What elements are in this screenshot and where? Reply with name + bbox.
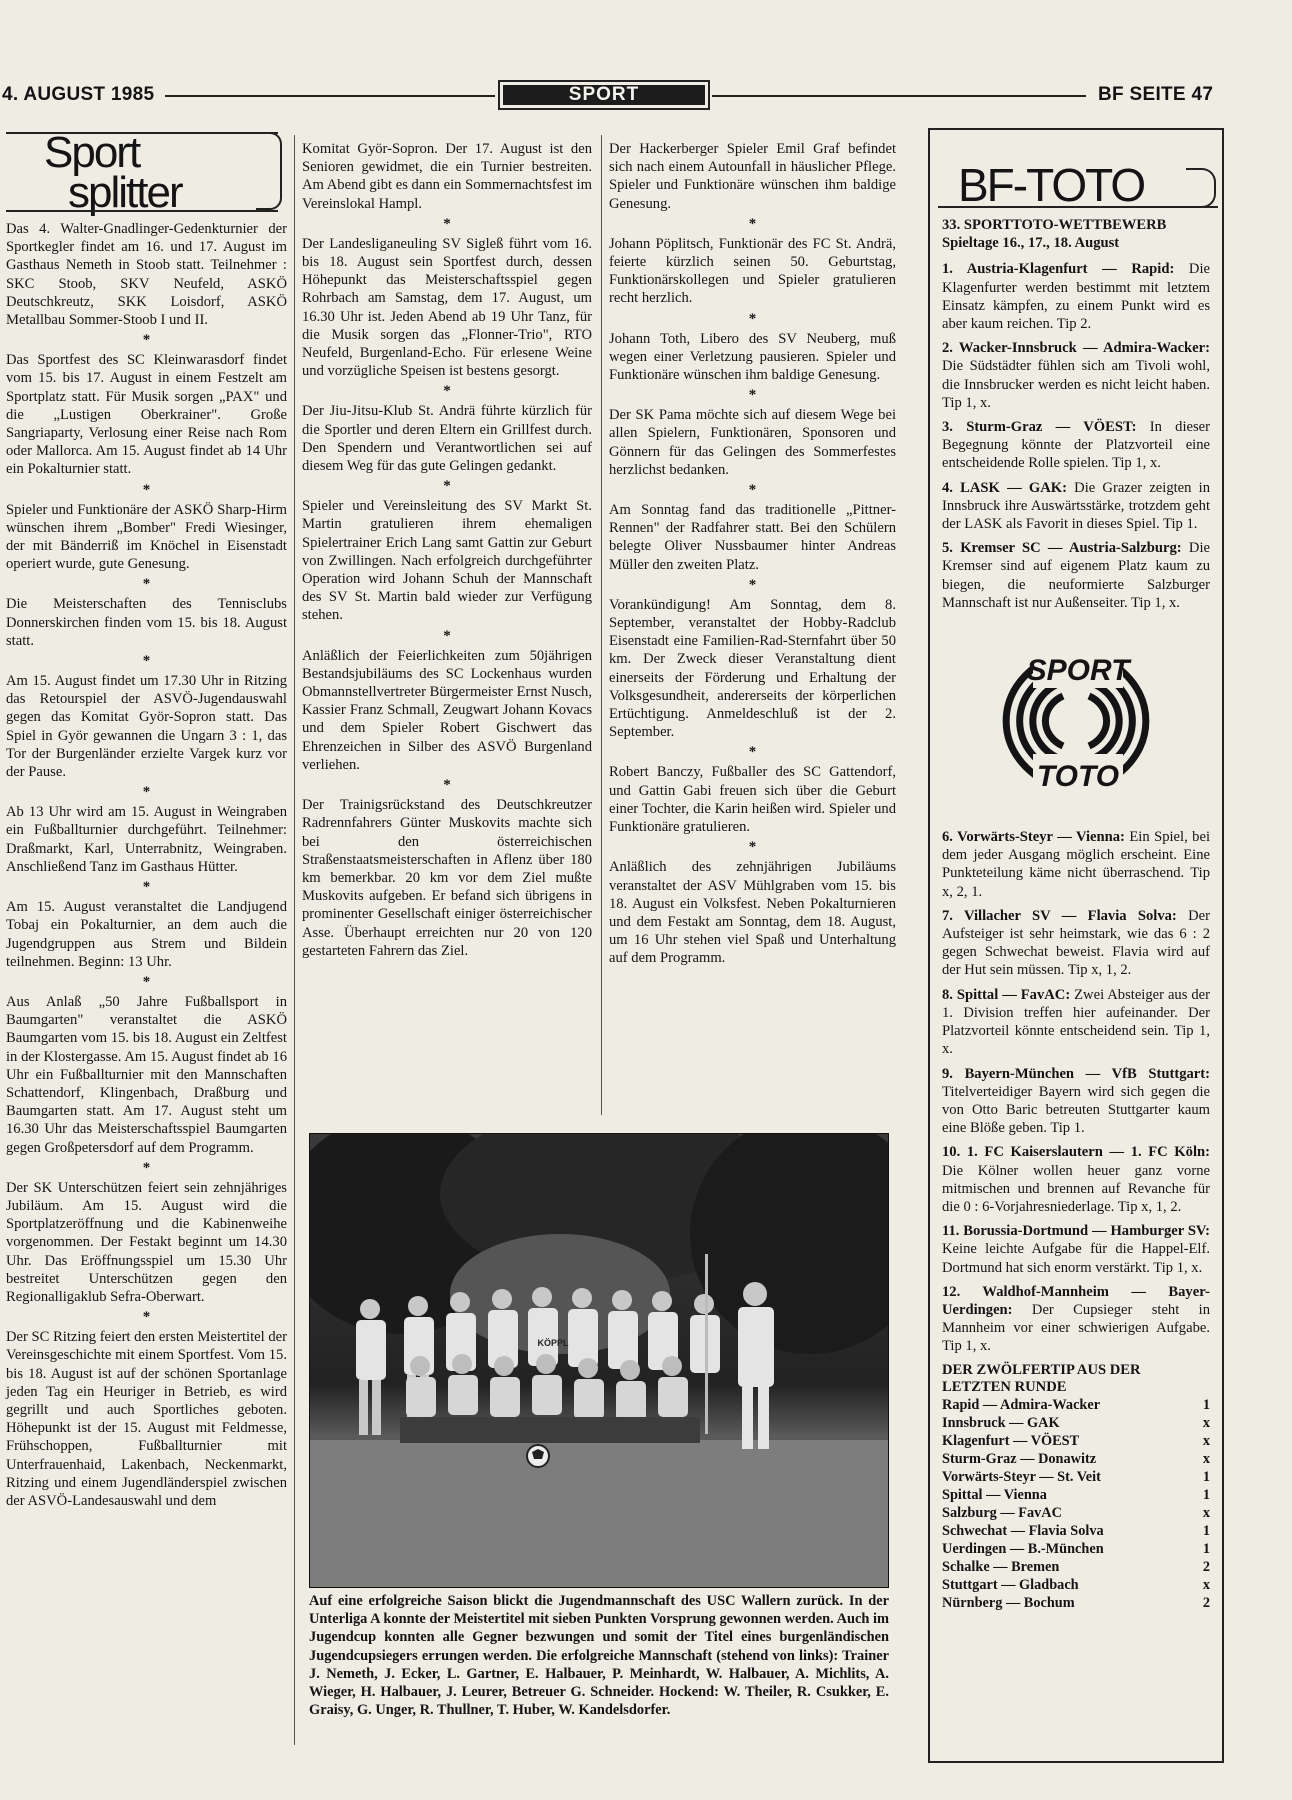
tip-cell: 1 — [1202, 1540, 1210, 1557]
logo-text-toto: TOTO — [1036, 760, 1120, 794]
toto-game-match: 8. Spittal — FavAC: — [942, 986, 1071, 1003]
news-item: Der Jiu-Jitsu-Klub St. Andrä führte kürzlich für die Sportler und deren Eltern ein Grillfest durch. Den Spendern und Verantwortlichen sei auf diesem Weg für das gute Gelingen gedankt. — [302, 403, 592, 475]
match-cell: Sturm-Graz — Donawitz — [942, 1450, 1097, 1467]
news-item: Johann Pöplitsch, Funktionär des FC St. Andrä, feierte kürzlich seinen 50. Geburtstag, Funktionärskollegen und Spieler gratulieren recht herzlich. — [609, 235, 896, 307]
team-photo — [309, 1133, 889, 1588]
sportsplitter-masthead — [6, 128, 287, 217]
separator-star: * — [142, 973, 151, 990]
table-row — [942, 1576, 1210, 1594]
masthead-rule — [6, 210, 278, 212]
masthead-word-splitter: splitter — [68, 168, 182, 217]
header-rule-left — [165, 95, 495, 97]
tip-cell: x — [1202, 1576, 1210, 1593]
toto-game-comment: Ein Spiel, bei dem jeder Ausgang möglich erscheint. Eine Punkteteilung käme nicht überraschend. Tip x, 2, 1. — [942, 829, 1210, 900]
separator-star: * — [142, 1159, 151, 1176]
toto-subtitle: 33. SPORTTOTO-WETTBEWERB Spieltage 16., 17., 18. August — [942, 217, 1167, 252]
news-item: Das 4. Walter-Gnadlinger-Gedenkturnier der Sportkegler findet am 16. und 17. August im Gasthaus Nemeth in Stoob statt. Teilnehmer : SKC Stoob, SKV Neufeld, ASKÖ Deutschkreutz, SKK Loisdorf, ASKÖ Metallbau Sommer-Stoob I und II. — [6, 221, 287, 329]
toto-game — [942, 1065, 1210, 1138]
last-round-title: DER ZWÖLFERTIP AUS DER LETZTEN RUNDE — [942, 1361, 1141, 1395]
toto-game-comment: Die Kölner wollen heuer ganz vorne mitmischen und brennen auf Revanche für die 0 : 6-Vorjahresniederlage. Tip x, 1, 2. — [942, 1162, 1210, 1215]
separator-star: * — [748, 387, 757, 404]
toto-game — [942, 260, 1210, 333]
toto-game — [942, 418, 1210, 473]
separator-star: * — [142, 784, 151, 801]
toto-game-match: 9. Bayern-München — VfB Stuttgart: — [942, 1065, 1210, 1082]
news-item: Vorankündigung! Am Sonntag, dem 8. September, veranstaltet der Hobby-Radclub Eisenstadt eine Familien-Rad-Sternfahrt über 50 km. Der Zweck dieser Veranstaltung dient einerseits der Förderung und Erhaltung der Volksgesundheit, andererseits der körperlichen Ertüchtigung. Anmeldeschluß ist der 2. September. — [609, 596, 896, 741]
table-row — [942, 1486, 1210, 1504]
news-item: Anläßlich der Feierlichkeiten zum 50jährigen Bestandsjubiläums des SC Lockenhaus wurden Obmannstellvertreter Bürgermeister Ernst Nusch, Kassier Franz Schmall, Zeugwart Johann Kovacs und dem Spieler Robert Gischwert das Ehrenzeichen in Silber des ASVÖ Burgenland verliehen. — [302, 647, 592, 773]
separator-star: * — [142, 1309, 151, 1326]
separator-star: * — [142, 576, 151, 593]
separator-star: * — [748, 482, 757, 499]
table-row — [942, 1468, 1210, 1486]
tip-cell: 1 — [1202, 1486, 1210, 1503]
toto-game-match: 2. Wacker-Innsbruck — Admira-Wacker: — [942, 340, 1210, 357]
match-cell: Innsbruck — GAK — [942, 1414, 1060, 1431]
news-item: Am 15. August veranstaltet die Landjugend Tobaj ein Pokalturnier, an dem auch die Jugendgruppen aus Strem und Bildein teilnehmen. Beginn: 13 Uhr. — [6, 899, 287, 970]
sporttoto-logo-icon — [971, 636, 1181, 806]
toto-game — [942, 986, 1210, 1059]
toto-game-match: 5. Kremser SC — Austria-Salzburg: — [942, 540, 1182, 557]
toto-game-comment: Die Südstädter fühlen sich am Tivoli wohl, die Innsbrucker werden es nicht leicht haben. Tip 1, x. — [942, 358, 1210, 411]
logo-text-sport: SPORT — [1026, 654, 1130, 688]
column-sportsplitter — [6, 128, 287, 1513]
toto-games-bottom — [942, 828, 1210, 1355]
toto-game — [942, 1283, 1210, 1356]
tip-cell: 2 — [1202, 1558, 1210, 1575]
toto-game-match: 4. LASK — GAK: — [942, 479, 1067, 496]
separator-star: * — [443, 627, 451, 644]
toto-game-comment: Die Klagenfurter werden bestimmt mit letztem Einsatz kämpfen, zu einem Punkt wird es aber kaum reichen. Tip 2. — [942, 261, 1210, 333]
separator-star: * — [748, 310, 757, 327]
match-cell: Nürnberg — Bochum — [942, 1594, 1075, 1611]
tip-cell: 2 — [1202, 1594, 1210, 1611]
news-item: Der Landesliganeuling SV Sigleß führt vom 16. bis 18. August sein Sportfest durch, dessen Höhepunkt das Meisterschaftsspiel gegen Rohrbach am Samstag, dem 17. August, um 16.30 Uhr ist. Jeden Abend ab 19 Uhr Tanz, für die Musik sorgen das „Flonner-Trio", RTO Neufeld, Burgenland-Echo. Für erlesene Weine und vorzügliche Speisen ist bestens gesorgt. — [302, 235, 592, 380]
toto-game-match: 7. Villacher SV — Flavia Solva: — [942, 907, 1177, 924]
tip-cell: 1 — [1202, 1468, 1210, 1485]
tip-cell: x — [1202, 1504, 1210, 1521]
news-item: Spieler und Funktionäre der ASKÖ Sharp-Hirm wünschen ihrem „Bomber" Fredi Wiesinger, der mit Bänderriß im Knöchel in Eisenstadt operiert wurde, gute Genesung. — [6, 501, 287, 573]
toto-game-match: 12. Waldhof-Mannheim — Bayer-Uerdingen: — [942, 1283, 1210, 1318]
news-item: Johann Toth, Libero des SV Neuberg, muß wegen einer Verletzung pausieren. Spieler und Funktionäre wünschen ihm baldige Genesung. — [609, 330, 896, 384]
match-cell: Salzburg — FavAC — [942, 1504, 1062, 1521]
toto-game — [942, 1222, 1210, 1277]
table-row — [942, 1558, 1210, 1576]
table-row — [942, 1432, 1210, 1450]
toto-game — [942, 1143, 1210, 1216]
news-item: Robert Banczy, Fußballer des SC Gattendorf, und Gattin Gabi freuen sich über die Geburt einer Tochter, die Karin heißen wird. Spieler und Funktionäre gratulieren. — [609, 764, 896, 836]
header-rule-right — [712, 95, 1086, 97]
match-cell: Uerdingen — B.-München — [942, 1540, 1104, 1557]
tip-cell: x — [1202, 1432, 1210, 1449]
toto-game-match: 11. Borussia-Dortmund — Hamburger SV: — [942, 1223, 1210, 1240]
news-item: Der SC Ritzing feiert den ersten Meistertitel der Vereinsgeschichte mit einem Sportfest. Vom 15. bis 18. August ist auf der schönen Sportanlage jeden Tag ein Heuriger in Betrieb, es wird gegrillt und auch Sportliches geboten. Höhepunkt ist der 15. August mit Feldmesse, Frühschoppen, Fußballturnier mit Unterfrauenhaid, Lakenbach, Neckenmarkt, Ritzing und einem Jugendländerspiel zwischen der ASVÖ-Landesauswahl und dem — [6, 1329, 287, 1509]
toto-game — [942, 907, 1210, 980]
table-row — [942, 1540, 1210, 1558]
toto-game — [942, 339, 1210, 412]
toto-game-match: 1. Austria-Klagenfurt — Rapid: — [942, 261, 1175, 278]
news-item: Der Trainigsrückstand des Deutschkreutzer Radrennfahrers Günter Muskovits machte sich bei den österreichischen Straßenstaatsmeisterschaften in Aflenz über 180 km bemerkbar. 20 km vor dem Ziel mußte Muskovits aufgeben. Er befand sich übrigens in prominenter Gesellschaft einiger österreichischer Asse. Überhaupt erreichten nur 20 von 120 gestarteten Fahrern das Ziel. — [302, 797, 592, 959]
news-item: Die Meisterschaften des Tennisclubs Donnerskirchen finden vom 15. bis 18. August statt. — [6, 596, 287, 649]
toto-game — [942, 539, 1210, 612]
toto-game-match: 10. 1. FC Kaiserslautern — 1. FC Köln: — [942, 1144, 1210, 1161]
table-row — [942, 1594, 1210, 1612]
news-item: Ab 13 Uhr wird am 15. August in Weingraben ein Fußballturnier durchgeführt. Teilnehmer: Draßmarkt, Karl, Unterrabnitz, Weingraben. Anschließend Tanz im Gasthaus Hütter. — [6, 804, 287, 875]
match-cell: Schalke — Bremen — [942, 1558, 1060, 1575]
toto-game-comment: Der Aufsteiger ist sehr heimstark, wie das 6 : 2 gegen Schwechat beweist. Flavia wird auf der Hut sein müssen. Tip x, 1, 2. — [942, 907, 1210, 979]
tip-cell: 1 — [1202, 1396, 1210, 1413]
toto-game-comment: Zwei Absteiger aus der 1. Division treffen hier aufeinander. Der Platzvorteil könnte entscheidend sein. Tip 1, x. — [942, 986, 1210, 1058]
toto-title: BF-TOTO — [958, 159, 1145, 211]
masthead-bracket — [256, 132, 282, 210]
table-row — [942, 1450, 1210, 1468]
toto-game — [942, 479, 1210, 534]
page-number: BF SEITE 47 — [1098, 84, 1214, 105]
column-divider — [601, 135, 602, 1115]
issue-date: 4. AUGUST 1985 — [2, 84, 155, 105]
separator-star: * — [142, 879, 151, 896]
match-cell: Rapid — Admira-Wacker — [942, 1396, 1101, 1413]
separator-star: * — [142, 332, 151, 349]
separator-star: * — [748, 839, 757, 856]
shirt-sponsor: KÖPPL — [537, 1338, 569, 1348]
table-row — [942, 1396, 1210, 1414]
separator-star: * — [748, 215, 757, 232]
section-rubric: SPORT — [503, 85, 705, 105]
news-item: Das Sportfest des SC Kleinwarasdorf findet vom 15. bis 17. August in einem Festzelt am Sportplatz statt. Für Musik sorgen „PAX" und die „Lustigen Oberkrainer". Große Sangriaparty, Verlosung einer Reise nach Rom oder Mallorca. Am 15. August findet ab 14 Uhr ein Pokalturnier statt. — [6, 352, 287, 478]
section-rubric-box — [498, 80, 710, 110]
toto-games-top — [942, 260, 1210, 612]
masthead-word-sport: Sport — [44, 128, 140, 177]
last-round-table — [942, 1396, 1210, 1612]
separator-star: * — [443, 478, 451, 495]
toto-game-comment: Der Cupsieger steht in Mannheim vor einer schwierigen Aufgabe. Tip 1, x. — [942, 1301, 1210, 1355]
tip-cell: x — [1202, 1414, 1210, 1431]
separator-star: * — [443, 383, 451, 400]
page-header — [0, 80, 1292, 110]
news-item: Aus Anlaß „50 Jahre Fußballsport in Baumgarten" veranstaltet die ASKÖ Baumgarten vom 15. bis 18. August ein Zeltfest in der Klostergasse. Am 15. August findet ab 16 Uhr ein Fußballturnier mit den Mannschaften Schattendorf, Klingenbach, Draßburg und Baumgarten statt. Am 17. August steht um 16.30 Uhr das Meisterschaftsspiel Baumgarten gegen Großpetersdorf auf dem Programm. — [6, 993, 287, 1156]
column-divider — [294, 135, 295, 1745]
separator-star: * — [443, 215, 451, 232]
toto-game — [942, 828, 1210, 901]
column-3 — [609, 140, 896, 971]
news-item: Spieler und Vereinsleitung des SV Markt St. Martin gratulieren ihrem ehemaligen Spielertrainer Erich Lang samt Gattin zur Geburt von Zwillingen. Nach erfolgreich durchgeführter Operation wird Johann Schuh der Mannschaft des SV St. Martin bald wieder zur Verfügung stehen. — [302, 498, 592, 624]
toto-game-comment: Titelverteidiger Bayern wird sich gegen die von Otto Baric betreuten Stuttgarter kaum eine Blöße geben. Tip 1. — [942, 1083, 1210, 1137]
match-cell: Vorwärts-Steyr — St. Veit — [942, 1468, 1101, 1485]
toto-game-match: 3. Sturm-Graz — VÖEST: — [942, 419, 1137, 436]
table-row — [942, 1414, 1210, 1432]
toto-game-comment: Die Grazer zeigten in Innsbruck ihre Auswärtsstärke, trotzdem geht der LASK als Favorit in dieses Spiel. Tip 1. — [942, 479, 1210, 533]
toto-game-comment: Keine leichte Aufgabe für die Happel-Elf. Dortmund hat sich enorm verstärkt. Tip 1, x. — [942, 1241, 1210, 1276]
toto-masthead — [942, 134, 1210, 216]
toto-masthead-bracket — [1186, 168, 1216, 208]
separator-star: * — [748, 576, 757, 593]
separator-star: * — [142, 653, 151, 670]
news-item: Anläßlich des zehnjährigen Jubiläums veranstaltet der ASV Mühlgraben vom 15. bis 18. August ein Volksfest. Neben Pokalturnieren und dem Festakt am Sonntag, dem 18. August, um 16 Uhr stehen viel Spaß und Unterhaltung auf dem Programm. — [609, 859, 896, 967]
table-row — [942, 1504, 1210, 1522]
tip-cell: x — [1202, 1450, 1210, 1467]
match-cell: Spittal — Vienna — [942, 1486, 1047, 1503]
news-item: Der Hackerberger Spieler Emil Graf befindet sich nach einem Autounfall in häuslicher Pflege. Spieler und Funktionäre wünschen ihm baldige Genesung. — [609, 141, 896, 212]
photo-caption: Auf eine erfolgreiche Saison blickt die Jugendmannschaft des USC Wallern zurück. In der Unterliga A konnte der Meistertitel mit sieben Punkten Vorsprung gewonnen werden. Auch im Jugendcup konnten alle Gegner bezwungen und somit der Titel eines burgenländischen Jugendcupsiegers errungen werden. Die erfolgreiche Mannschaft (stehend von links): Trainer J. Nemeth, J. Ecker, L. Gartner, E. Halbauer, P. Meinhardt, W. Halbauer, A. Michlits, A. Wieger, H. Halbauer, J. Leurer, Betreuer G. Schneider. Hockend: W. Theiler, R. Csukker, E. Graisy, G. Unger, R. Thullner, T. Huber, W. Kandelsdorfer. — [309, 1593, 889, 1719]
match-cell: Schwechat — Flavia Solva — [942, 1522, 1104, 1539]
tip-cell: 1 — [1202, 1522, 1210, 1539]
separator-star: * — [443, 777, 451, 794]
toto-masthead-rule — [938, 206, 1218, 208]
separator-star: * — [142, 481, 151, 498]
toto-game-match: 6. Vorwärts-Steyr — Vienna: — [942, 829, 1125, 846]
match-cell: Klagenfurt — VÖEST — [942, 1432, 1080, 1449]
news-item: Der SK Unterschützen feiert sein zehnjähriges Jubiläum. Am 15. August wird die Sportplatzeröffnung und die Kabinenweihe vorgenommen. Der Festakt beginnt um 14.30 Uhr. Das Eröffnungsspiel um 15.30 Uhr bestreitet Unterschützen gegen den Regionalligaklub Sefra-Oberwart. — [6, 1179, 287, 1305]
bf-toto-box — [928, 128, 1224, 1763]
separator-star: * — [748, 744, 757, 761]
news-item: Am 15. August findet um 17.30 Uhr in Ritzing das Retourspiel der ASVÖ-Jugendauswahl gegen das Komitat Györ-Sopron statt. Das Spiel in Györ gewannen die Ungarn 3 : 1, das Tor der Burgenländer erzielte Vargek kurz vor der Pause. — [6, 673, 287, 781]
news-item: Der SK Pama möchte sich auf diesem Wege bei allen Spielern, Funktionären, Sponsoren und Gönnern für das Gelingen des Sommerfestes herzlichst bedanken. — [609, 407, 896, 478]
toto-game-comment: In dieser Begegnung könnte der Platzvorteil eine entscheidende Rolle spielen. Tip 1, x. — [942, 419, 1210, 472]
team-photo-image — [310, 1134, 889, 1588]
table-row — [942, 1522, 1210, 1540]
match-cell: Stuttgart — Gladbach — [942, 1576, 1079, 1593]
toto-game-comment: Die Kremser sind auf eigenem Platz kaum zu biegen, die neuformierte Salzburger Mannschaft ist nur Außenseiter. Tip 1, x. — [942, 540, 1210, 611]
news-item: Komitat Györ-Sopron. Der 17. August ist den Senioren gewidmet, die ein Turnier bestreiten. Am Abend gibt es dann ein Sommernachtsfest im Vereinslokal Hampl. — [302, 141, 592, 212]
news-item: Am Sonntag fand das traditionelle „Pittner-Rennen" der Radfahrer statt. Bei den Schülern belegte Oliver Nussbaumer hinter Andreas Müller den zweiten Platz. — [609, 502, 896, 573]
column-2 — [302, 140, 592, 963]
